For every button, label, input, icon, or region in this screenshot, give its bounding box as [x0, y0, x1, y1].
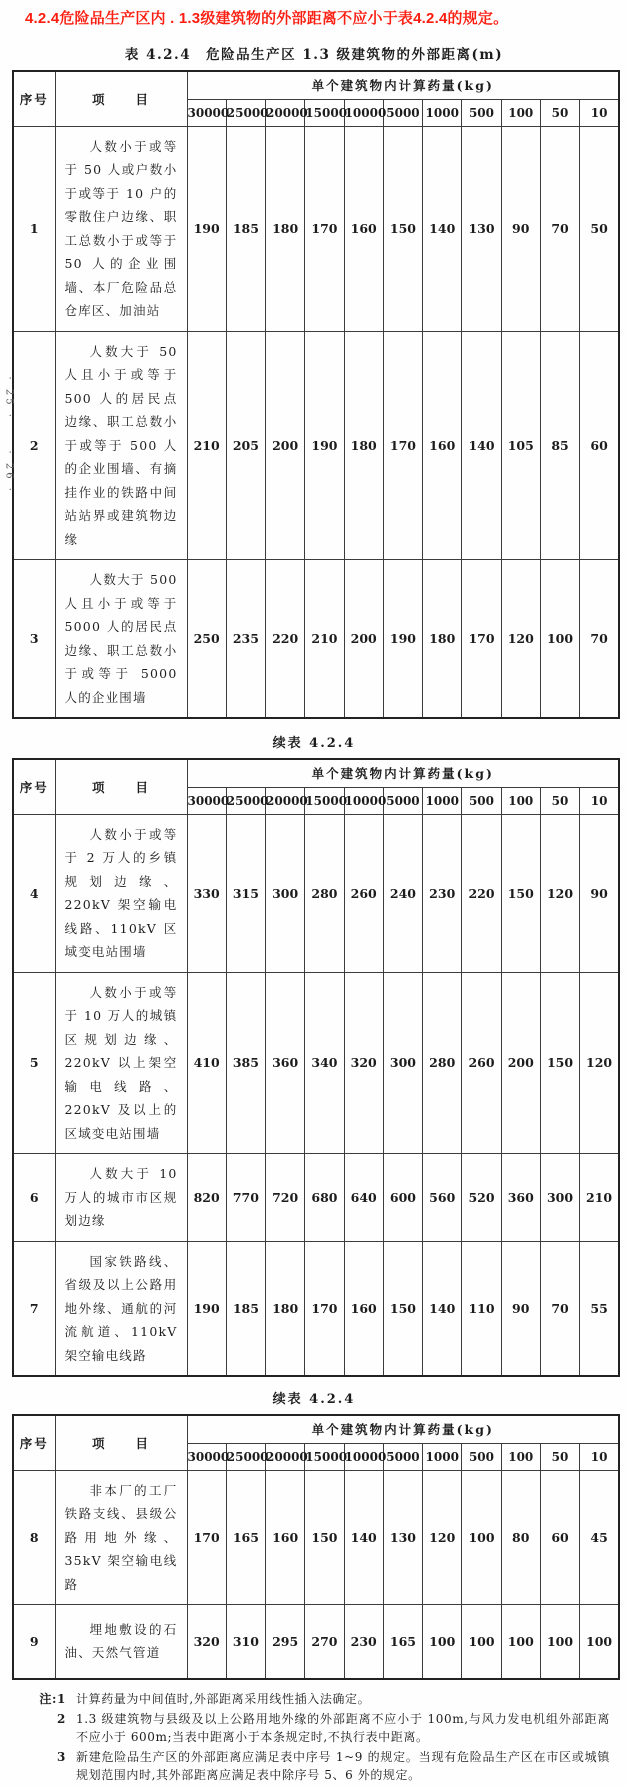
col-header-quantity: 5000: [383, 787, 422, 814]
col-header-quantity: 25000: [226, 1443, 265, 1470]
distance-value: 55: [580, 1241, 619, 1376]
distance-value: 680: [305, 1154, 344, 1242]
col-header-quantity: 50: [540, 787, 579, 814]
distance-value: 90: [501, 1241, 540, 1376]
distance-value: 320: [344, 972, 383, 1154]
distance-value: 280: [305, 814, 344, 972]
distance-value: 320: [187, 1605, 226, 1679]
col-header-quantity: 500: [462, 99, 501, 126]
row-item: 埋地敷设的石油、天然气管道: [55, 1605, 187, 1679]
distance-value: 315: [226, 814, 265, 972]
distance-value: 270: [305, 1605, 344, 1679]
distance-value: 100: [501, 1605, 540, 1679]
distance-value: 170: [187, 1470, 226, 1605]
clause-heading: 4.2.4危险品生产区内 . 1.3级建筑物的外部距离不应小于表4.2.4的规定。: [25, 10, 509, 27]
distance-value: 130: [462, 126, 501, 331]
distance-value: 190: [383, 560, 422, 719]
row-item: 人数小于或等于 2 万人的乡镇规划边缘、220kV 架空输电线路、110kV 区域变电站围墙: [55, 814, 187, 972]
distance-value: 130: [383, 1470, 422, 1605]
distance-value: 120: [580, 972, 619, 1154]
distance-value: 340: [305, 972, 344, 1154]
table-title: 表 4.2.4 危险品生产区 1.3 级建筑物的外部距离(m): [124, 47, 504, 63]
distance-value: 190: [305, 331, 344, 560]
note-item-2: [34, 1710, 610, 1746]
col-header-quantity: 10000: [344, 1443, 383, 1470]
margin-page-number-25: · 25 ·: [3, 376, 15, 420]
distance-table-part3: [12, 1414, 620, 1680]
distance-value: 60: [540, 1470, 579, 1605]
note-text: 计算药量为中间值时,外部距离采用线性插入法确定。: [76, 1691, 371, 1706]
distance-value: 140: [423, 1241, 462, 1376]
col-header-quantity: 10000: [344, 787, 383, 814]
distance-value: 140: [462, 331, 501, 560]
distance-value: 205: [226, 331, 265, 560]
distance-value: 330: [187, 814, 226, 972]
col-header-quantity: 10: [580, 787, 619, 814]
col-header-seq: 序号: [13, 1415, 55, 1470]
distance-value: 165: [226, 1470, 265, 1605]
row-seq: 9: [13, 1605, 55, 1679]
distance-value: 120: [540, 814, 579, 972]
distance-value: 230: [344, 1605, 383, 1679]
distance-value: 385: [226, 972, 265, 1154]
note-number: 2: [57, 1711, 66, 1726]
col-header-quantity: 10000: [344, 99, 383, 126]
row-seq: 1: [13, 126, 55, 331]
table-row: [13, 1605, 619, 1679]
col-header-quantity: 50: [540, 99, 579, 126]
distance-value: 160: [423, 331, 462, 560]
distance-value: 410: [187, 972, 226, 1154]
distance-value: 210: [305, 560, 344, 719]
distance-value: 100: [462, 1470, 501, 1605]
row-item: 人数大于 500 人且小于或等于 5000 人的居民点边缘、职工总数小于或等于 5000 人的企业围墙: [55, 560, 187, 719]
distance-value: 770: [226, 1154, 265, 1242]
distance-value: 185: [226, 126, 265, 331]
distance-value: 165: [383, 1605, 422, 1679]
distance-table-part1: [12, 70, 620, 719]
distance-value: 310: [226, 1605, 265, 1679]
col-header-quantity: 30000: [187, 1443, 226, 1470]
distance-value: 220: [462, 814, 501, 972]
row-item: 国家铁路线、省级及以上公路用地外缘、通航的河流航道、110kV 架空输电线路: [55, 1241, 187, 1376]
note-text: 新建危险品生产区的外部距离应满足表中序号 1~9 的规定。当现有危险品生产区在市区或城镇规划范围内时,其外部距离应满足表中除序号 5、6 外的规定。: [76, 1749, 610, 1782]
distance-value: 140: [423, 126, 462, 331]
distance-value: 85: [540, 331, 579, 560]
distance-value: 640: [344, 1154, 383, 1242]
distance-value: 260: [462, 972, 501, 1154]
distance-value: 120: [501, 560, 540, 719]
distance-value: 250: [187, 560, 226, 719]
continued-table-title-1: 续表 4.2.4: [272, 736, 356, 751]
col-header-quantity: 5000: [383, 1443, 422, 1470]
col-header-quantity: 5000: [383, 99, 422, 126]
distance-value: 200: [344, 560, 383, 719]
distance-value: 360: [501, 1154, 540, 1242]
row-item: 人数小于或等于 50 人或户数小于或等于 10 户的零散住户边缘、职工总数小于或等于 50 人的企业围墙、本厂危险品总仓库区、加油站: [55, 126, 187, 331]
distance-value: 150: [383, 126, 422, 331]
distance-value: 200: [501, 972, 540, 1154]
col-header-quantity: 100: [501, 787, 540, 814]
distance-value: 110: [462, 1241, 501, 1376]
distance-value: 90: [501, 126, 540, 331]
row-seq: 6: [13, 1154, 55, 1242]
col-header-quantity: 25000: [226, 787, 265, 814]
distance-value: 80: [501, 1470, 540, 1605]
notes-section: [34, 1690, 610, 1784]
col-header-charge-group: 单个建筑物内计算药量(kg): [187, 759, 619, 787]
row-item: 人数大于 50 人且小于或等于 500 人的居民点边缘、职工总数小于或等于 500 人的企业围墙、有摘挂作业的铁路中间站站界或建筑物边缘: [55, 331, 187, 560]
distance-value: 150: [383, 1241, 422, 1376]
distance-value: 210: [580, 1154, 619, 1242]
col-header-quantity: 20000: [266, 99, 305, 126]
col-header-item: 项 目: [55, 759, 187, 814]
distance-value: 160: [344, 1241, 383, 1376]
distance-value: 105: [501, 331, 540, 560]
note-item-3: [34, 1748, 610, 1784]
distance-value: 120: [423, 1470, 462, 1605]
note-item-1: [34, 1690, 610, 1708]
distance-value: 600: [383, 1154, 422, 1242]
col-header-quantity: 15000: [305, 99, 344, 126]
distance-value: 150: [501, 814, 540, 972]
distance-value: 220: [266, 560, 305, 719]
col-header-quantity: 50: [540, 1443, 579, 1470]
distance-value: 200: [266, 331, 305, 560]
distance-value: 180: [344, 331, 383, 560]
distance-value: 60: [580, 331, 619, 560]
distance-value: 185: [226, 1241, 265, 1376]
col-header-item: 项 目: [55, 1415, 187, 1470]
distance-value: 160: [344, 126, 383, 331]
row-seq: 2: [13, 331, 55, 560]
distance-value: 45: [580, 1470, 619, 1605]
table-row: [13, 972, 619, 1154]
distance-value: 100: [423, 1605, 462, 1679]
distance-value: 560: [423, 1154, 462, 1242]
col-header-quantity: 30000: [187, 99, 226, 126]
col-header-quantity: 500: [462, 787, 501, 814]
distance-value: 180: [423, 560, 462, 719]
col-header-quantity: 20000: [266, 1443, 305, 1470]
table-row: [13, 1154, 619, 1242]
row-seq: 8: [13, 1470, 55, 1605]
note-number: 注:1: [39, 1691, 66, 1706]
note-text: 1.3 级建筑物与县级及以上公路用地外缘的外部距离不应小于 100m,与风力发电机组外部距离不应小于 600m;当表中距离小于本条规定时,不执行表中距离。: [76, 1711, 610, 1744]
row-seq: 7: [13, 1241, 55, 1376]
col-header-charge-group: 单个建筑物内计算药量(kg): [187, 1415, 619, 1443]
note-number: 3: [57, 1749, 66, 1764]
table-row: [13, 1470, 619, 1605]
distance-value: 520: [462, 1154, 501, 1242]
distance-value: 235: [226, 560, 265, 719]
distance-value: 180: [266, 1241, 305, 1376]
distance-value: 70: [580, 560, 619, 719]
distance-value: 100: [540, 560, 579, 719]
distance-value: 100: [462, 1605, 501, 1679]
distance-table-part2: [12, 758, 620, 1377]
distance-value: 820: [187, 1154, 226, 1242]
distance-value: 50: [580, 126, 619, 331]
distance-value: 230: [423, 814, 462, 972]
col-header-seq: 序号: [13, 759, 55, 814]
distance-value: 300: [266, 814, 305, 972]
row-item: 人数大于 10 万人的城市市区规划边缘: [55, 1154, 187, 1242]
distance-value: 170: [462, 560, 501, 719]
col-header-quantity: 30000: [187, 787, 226, 814]
distance-value: 240: [383, 814, 422, 972]
distance-value: 140: [344, 1470, 383, 1605]
col-header-quantity: 10: [580, 1443, 619, 1470]
row-item: 人数小于或等于 10 万人的城镇区规划边缘、220kV 以上架空输电线路、220kV 及以上的区域变电站围墙: [55, 972, 187, 1154]
col-header-quantity: 10: [580, 99, 619, 126]
distance-value: 280: [423, 972, 462, 1154]
distance-value: 160: [266, 1470, 305, 1605]
distance-value: 210: [187, 331, 226, 560]
distance-value: 90: [580, 814, 619, 972]
distance-value: 150: [305, 1470, 344, 1605]
row-seq: 5: [13, 972, 55, 1154]
distance-value: 100: [580, 1605, 619, 1679]
col-header-quantity: 1000: [423, 787, 462, 814]
col-header-seq: 序号: [13, 71, 55, 126]
col-header-quantity: 15000: [305, 1443, 344, 1470]
col-header-quantity: 500: [462, 1443, 501, 1470]
table-row: [13, 1241, 619, 1376]
distance-value: 150: [540, 972, 579, 1154]
distance-value: 360: [266, 972, 305, 1154]
table-row: [13, 126, 619, 331]
distance-value: 70: [540, 1241, 579, 1376]
col-header-charge-group: 单个建筑物内计算药量(kg): [187, 71, 619, 99]
row-seq: 4: [13, 814, 55, 972]
distance-value: 260: [344, 814, 383, 972]
col-header-quantity: 1000: [423, 99, 462, 126]
distance-value: 170: [383, 331, 422, 560]
distance-value: 70: [540, 126, 579, 331]
col-header-quantity: 1000: [423, 1443, 462, 1470]
table-row: [13, 331, 619, 560]
distance-value: 300: [540, 1154, 579, 1242]
distance-value: 170: [305, 126, 344, 331]
table-row: [13, 814, 619, 972]
distance-value: 190: [187, 1241, 226, 1376]
col-header-quantity: 25000: [226, 99, 265, 126]
table-row: [13, 560, 619, 719]
distance-value: 720: [266, 1154, 305, 1242]
col-header-item: 项 目: [55, 71, 187, 126]
distance-value: 300: [383, 972, 422, 1154]
distance-value: 170: [305, 1241, 344, 1376]
col-header-quantity: 100: [501, 1443, 540, 1470]
distance-value: 190: [187, 126, 226, 331]
col-header-quantity: 100: [501, 99, 540, 126]
distance-value: 180: [266, 126, 305, 331]
row-item: 非本厂的工厂铁路支线、县级公路用地外缘、35kV 架空输电线路: [55, 1470, 187, 1605]
margin-page-number-26: · 26 ·: [3, 450, 15, 494]
continued-table-title-2: 续表 4.2.4: [272, 1392, 356, 1407]
col-header-quantity: 20000: [266, 787, 305, 814]
col-header-quantity: 15000: [305, 787, 344, 814]
distance-value: 295: [266, 1605, 305, 1679]
distance-value: 100: [540, 1605, 579, 1679]
row-seq: 3: [13, 560, 55, 719]
